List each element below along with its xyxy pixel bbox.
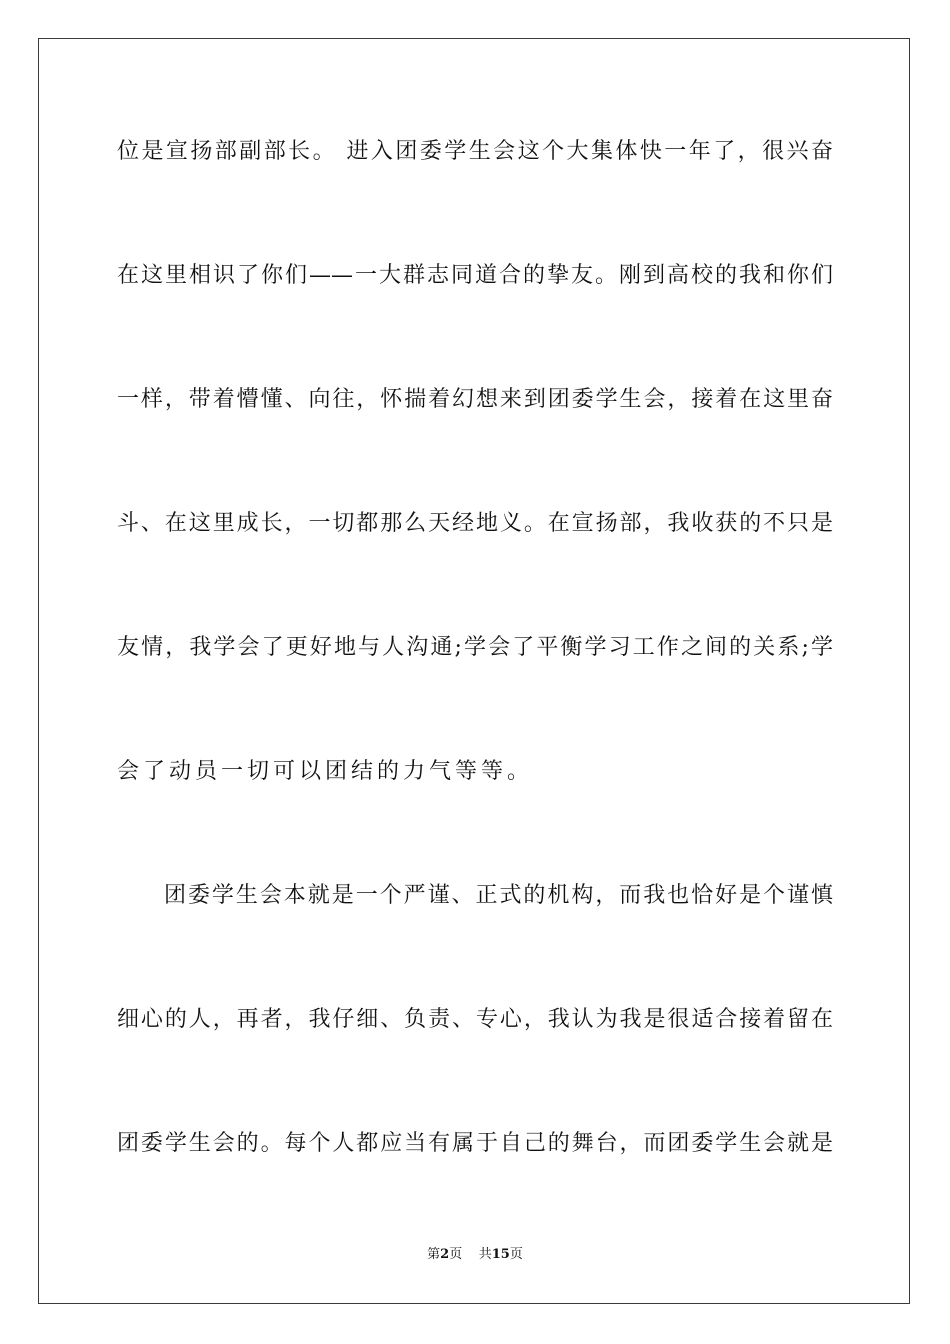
page-number: 2 [440,1247,450,1262]
body-line-2: 在这里相识了你们——一大群志同道合的挚友。刚到高校的我和你们 [117,263,833,288]
body-line-4: 斗、在这里成长，一切都那么天经地义。在宣扬部，我收获的不只是 [117,511,833,536]
body-line-6: 会了动员一切可以团结的力气等等。 [117,759,534,784]
body-line-3: 一样，带着懵懂、向往，怀揣着幻想来到团委学生会，接着在这里奋 [117,387,833,412]
page-border [38,38,910,1304]
total-prefix: 共 [478,1247,492,1262]
body-line-5: 友情，我学会了更好地与人沟通;学会了平衡学习工作之间的关系;学 [117,635,833,660]
page-footer [0,1246,950,1264]
total-pages: 15 [491,1247,510,1262]
body-line-7: 团委学生会本就是一个严谨、正式的机构，而我也恰好是个谨慎 [164,883,833,908]
body-line-1: 位是宣扬部副部长。 进入团委学生会这个大集体快一年了，很兴奋 [117,139,833,164]
body-line-8: 细心的人，再者，我仔细、负责、专心，我认为我是很适合接着留在 [117,1007,833,1032]
total-suffix: 页 [509,1247,523,1262]
page-prefix: 第 [427,1247,441,1262]
page-suffix: 页 [449,1247,463,1262]
body-line-9: 团委学生会的。每个人都应当有属于自己的舞台，而团委学生会就是 [117,1131,833,1156]
